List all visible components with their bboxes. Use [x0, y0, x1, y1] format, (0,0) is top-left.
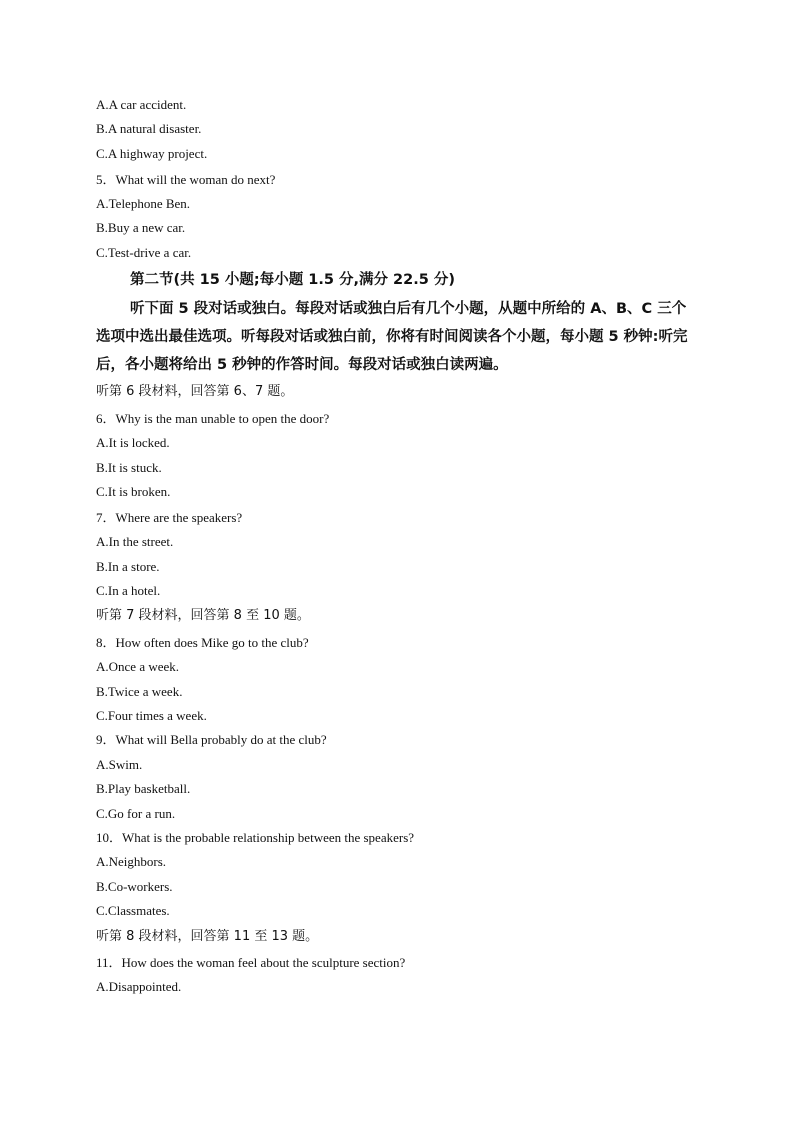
question-line: 8．How often does Mike go to the club? [96, 634, 309, 650]
option-line: A.Swim. [96, 756, 143, 772]
section-instructions [96, 295, 696, 379]
section-instructions-text: 听下面 5 段对话或独白。每段对话或独白后有几个小题，从题中所给的 A、B、C 三个选项中选出最佳选项。听每段对话或独白前，你将有时间阅读各个小题，每小题 5 秒钟:听完后，各小题将给出 5 秒钟的作答时间。每段对话或独白读两遍。 [96, 301, 688, 374]
question-line: 9．What will Bella probably do at the club? [96, 732, 327, 748]
option-line: C.A highway project. [96, 145, 208, 161]
option-line: A.Neighbors. [96, 854, 167, 870]
question-line: 6．Why is the man unable to open the door? [96, 410, 330, 426]
question-line: 5．What will the woman do next? [96, 171, 276, 187]
option-line: C.Test-drive a car. [96, 244, 192, 260]
material-heading: 听第 7 段材料，回答第 8 至 10 题。 [96, 608, 310, 624]
option-line: B.Buy a new car. [96, 220, 186, 236]
option-line: A.In the street. [96, 534, 174, 550]
option-line: B.In a store. [96, 558, 160, 574]
option-line: B.Play basketball. [96, 781, 191, 797]
material-heading: 听第 8 段材料，回答第 11 至 13 题。 [96, 928, 319, 944]
option-line: B.Twice a week. [96, 683, 183, 699]
question-line: 10．What is the probable relationship between the speakers? [96, 829, 415, 845]
option-line: B.A natural disaster. [96, 121, 202, 137]
option-line: B.It is stuck. [96, 459, 162, 475]
page-content [96, 93, 696, 1000]
option-line: C.Go for a run. [96, 805, 176, 821]
material-heading: 听第 6 段材料，回答第 6、7 题。 [96, 384, 294, 400]
option-line: A.Disappointed. [96, 979, 182, 995]
option-line: C.In a hotel. [96, 582, 161, 598]
question-line: 7．Where are the speakers? [96, 509, 243, 525]
option-line: A.Telephone Ben. [96, 196, 191, 212]
question-line: 11．How does the woman feel about the sculpture section? [96, 955, 406, 971]
option-line: A.It is locked. [96, 435, 170, 451]
option-line: B.Co-workers. [96, 878, 173, 894]
option-line: C.It is broken. [96, 483, 171, 499]
option-line: A.A car accident. [96, 97, 187, 112]
option-line: C.Classmates. [96, 903, 170, 919]
section-title: 第二节(共 15 小题;每小题 1.5 分,满分 22.5 分) [130, 272, 455, 289]
option-line: A.Once a week. [96, 659, 180, 675]
option-line: C.Four times a week. [96, 708, 207, 724]
